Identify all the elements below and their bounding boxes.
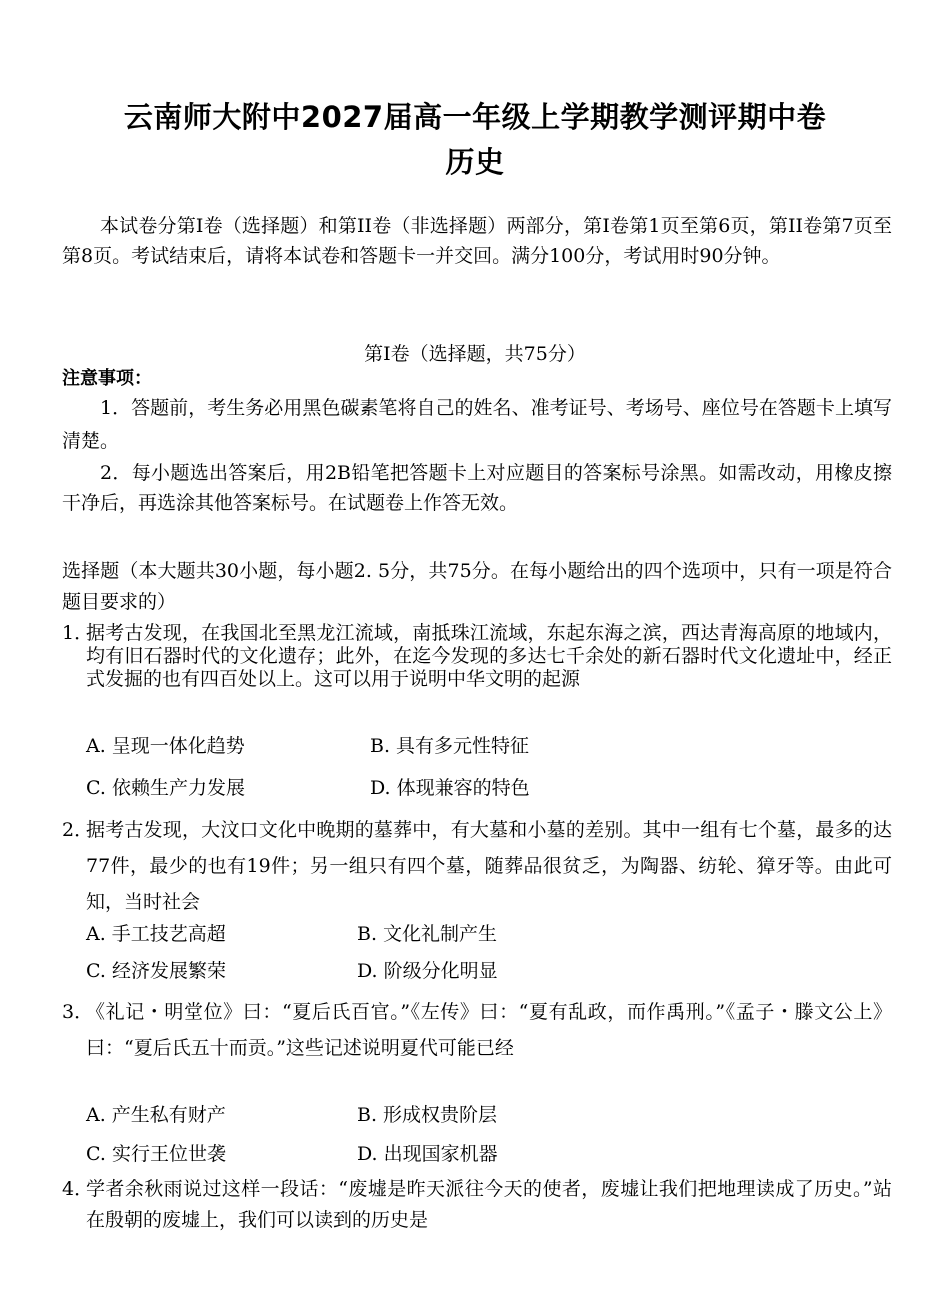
question-text: 据考古发现，在我国北至黑龙江流域，南抵珠江流域，东起东海之滨，西达青海高原的地域内，均有旧石器时代的文化遗存；此外，在迄今发现的多达七千余处的新石器时代文化遗址中，经正式发掘的也有四百处以上。这可以用于说明中华文明的起源 [86,622,892,690]
question-number: 3． [62,1001,94,1023]
question-number: 2． [62,819,94,841]
question-text: 据考古发现，大汶口文化中晚期的墓葬中，有大墓和小墓的差别。其中一组有七个墓，最多的达77件，最少的也有19件；另一组只有四个墓，随葬品很贫乏，为陶器、纺轮、獐牙等。由此可知，当时社会 [86,819,892,913]
notice-title: 注意事项： [62,368,152,389]
notice-item: 2．每小题选出答案后，用2B铅笔把答题卡上对应题目的答案标号涂黑。如需改动，用橡皮擦干净后，再选涂其他答案标号。在试题卷上作答无效。 [62,462,892,514]
question [62,812,892,920]
option-c: C. 经济发展繁荣 [86,960,226,982]
question-number: 4． [62,1178,94,1200]
question-number: 1． [62,622,94,644]
section-title: 第I卷（选择题，共75分） [364,343,586,365]
option-b: B. 具有多元性特征 [370,735,530,757]
option-d: D. 出现国家机器 [357,1143,498,1165]
exam-title: 云南师大附中2027届高一年级上学期教学测评期中卷 [123,100,827,134]
intro-paragraph: 本试卷分第I卷（选择题）和第II卷（非选择题）两部分，第I卷第1页至第6页，第II卷第7页至第8页。考试结束后，请将本试卷和答题卡一并交回。满分100分，考试用时90分钟。 [62,215,892,267]
question [62,622,892,691]
question [62,1174,892,1236]
notice-item: 1．答题前，考生务必用黑色碳素笔将自己的姓名、准考证号、考场号、座位号在答题卡上填写清楚。 [62,397,892,452]
option-a: A. 手工技艺高超 [86,923,226,945]
option-d: D. 体现兼容的特色 [370,777,530,799]
exam-subject: 历史 [445,145,505,179]
option-a: A. 产生私有财产 [86,1104,226,1126]
question-text: 学者余秋雨说过这样一段话：“废墟是昨天派往今天的使者，废墟让我们把地理读成了历史。”站在殷朝的废墟上，我们可以读到的历史是 [86,1178,892,1231]
option-b: B. 文化礼制产生 [357,923,498,945]
option-d: D. 阶级分化明显 [357,960,498,982]
option-c: C. 依赖生产力发展 [86,777,245,799]
option-a: A. 呈现一体化趋势 [86,735,245,757]
option-b: B. 形成权贵阶层 [357,1104,498,1126]
question [62,994,892,1066]
choice-instructions: 选择题（本大题共30小题，每小题2. 5分，共75分。在每小题给出的四个选项中，只有一项是符合题目要求的） [62,560,892,613]
option-c: C. 实行王位世袭 [86,1143,226,1165]
question-text: 《礼记・明堂位》曰：“夏后氏百官。”《左传》曰：“夏有乱政，而作禹刑。”《孟子・滕文公上》曰：“夏后氏五十而贡。”这些记述说明夏代可能已经 [86,1001,892,1059]
